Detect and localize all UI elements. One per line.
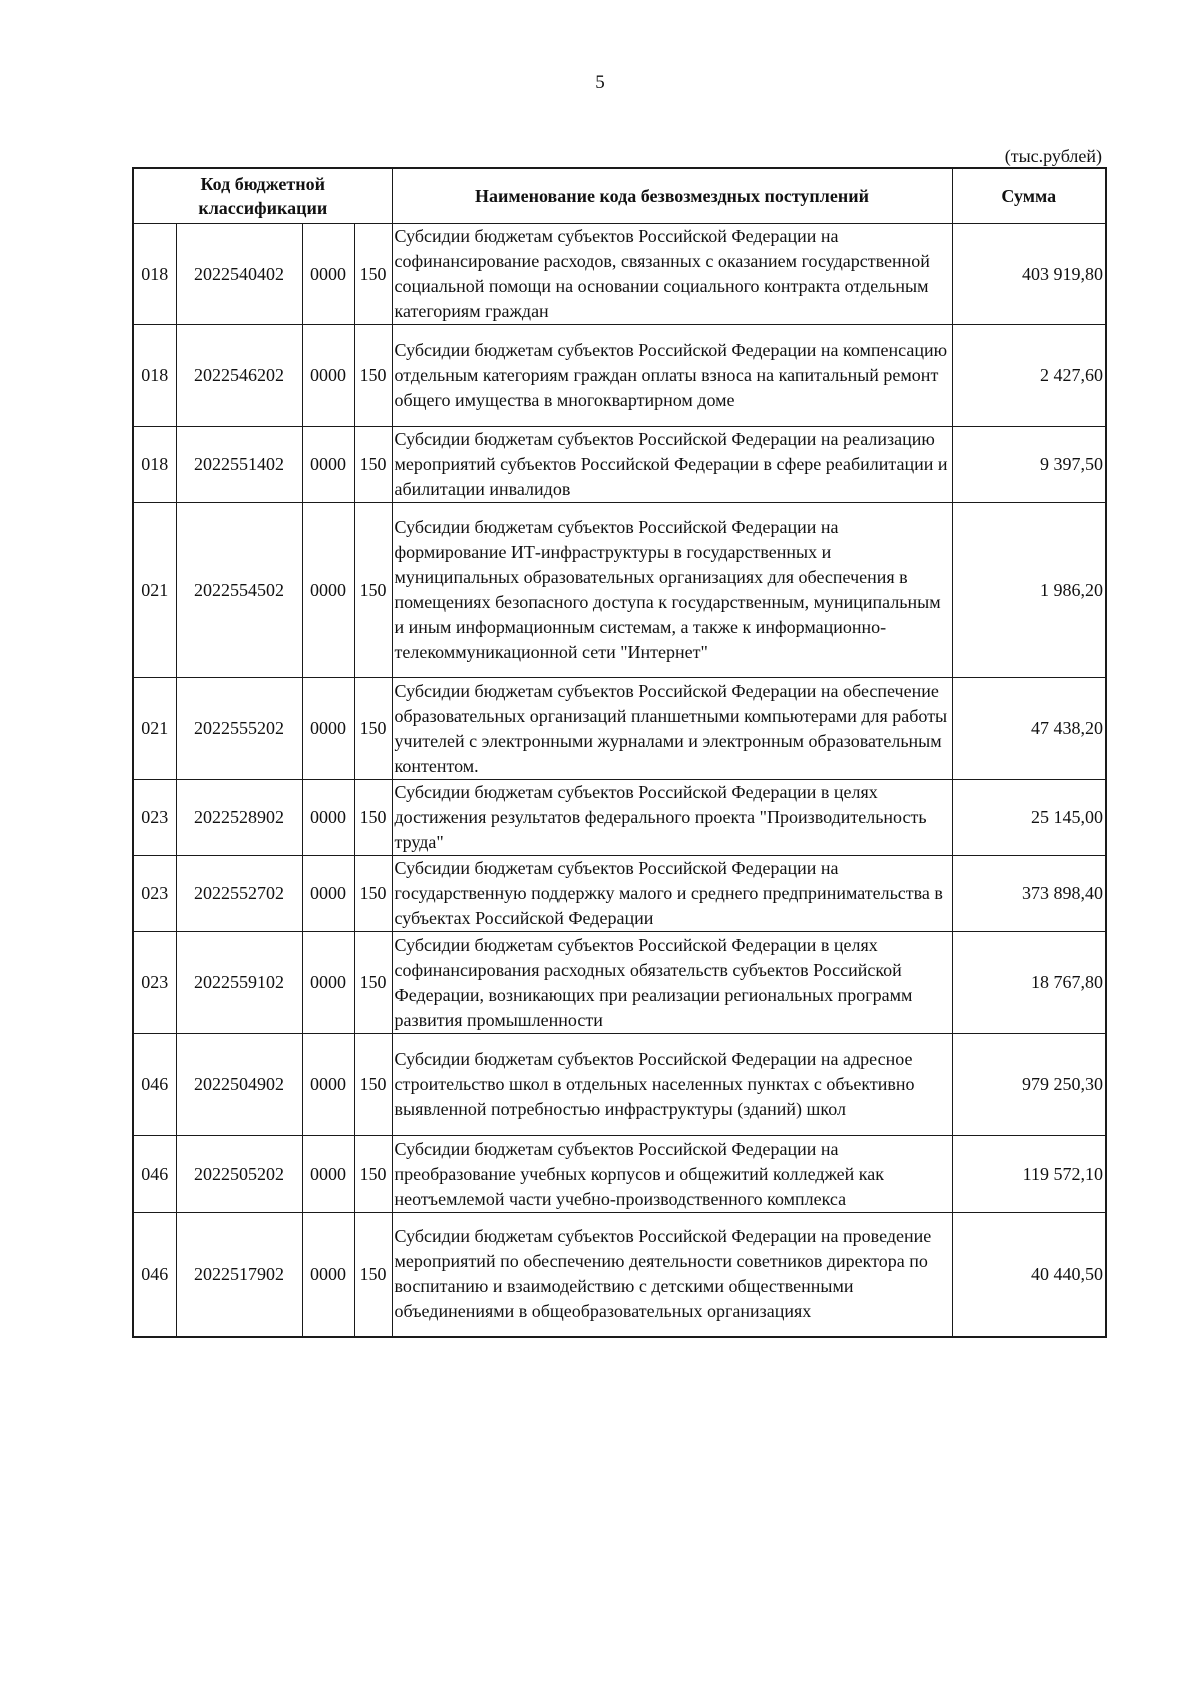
table-row bbox=[133, 932, 1106, 1034]
cell-subtype-code: 0000 bbox=[302, 932, 354, 1034]
cell-subtype-code: 0000 bbox=[302, 856, 354, 932]
cell-subtype-code: 0000 bbox=[302, 1213, 354, 1337]
table-row bbox=[133, 224, 1106, 325]
table-row bbox=[133, 856, 1106, 932]
cell-admin-code: 018 bbox=[133, 427, 176, 503]
cell-sum: 18 767,80 bbox=[952, 932, 1106, 1034]
cell-name: Субсидии бюджетам субъектов Российской Федерации на формирование ИТ-инфраструктуры в государственных и муниципальных образовательных организациях для обеспечения в помещениях безопасного доступа к государственным, муниципальным и иным информационным системам, а также к информационно-телекоммуникационной сети "Интернет" bbox=[392, 503, 952, 678]
cell-sum: 2 427,60 bbox=[952, 325, 1106, 427]
cell-sum: 40 440,50 bbox=[952, 1213, 1106, 1337]
cell-admin-code: 018 bbox=[133, 224, 176, 325]
cell-econ-code: 150 bbox=[354, 780, 392, 856]
cell-subtype-code: 0000 bbox=[302, 503, 354, 678]
cell-econ-code: 150 bbox=[354, 1136, 392, 1213]
cell-econ-code: 150 bbox=[354, 678, 392, 780]
cell-budget-code: 2022528902 bbox=[176, 780, 302, 856]
cell-econ-code: 150 bbox=[354, 427, 392, 503]
cell-budget-code: 2022546202 bbox=[176, 325, 302, 427]
cell-subtype-code: 0000 bbox=[302, 780, 354, 856]
cell-econ-code: 150 bbox=[354, 503, 392, 678]
budget-table bbox=[132, 167, 1107, 1338]
cell-name: Субсидии бюджетам субъектов Российской Федерации на проведение мероприятий по обеспечению деятельности советников директора по воспитанию и взаимодействию с детскими общественными объединениями в общеобразовательных организациях bbox=[392, 1213, 952, 1337]
cell-subtype-code: 0000 bbox=[302, 224, 354, 325]
cell-sum: 9 397,50 bbox=[952, 427, 1106, 503]
cell-budget-code: 2022555202 bbox=[176, 678, 302, 780]
cell-name: Субсидии бюджетам субъектов Российской Федерации на реализацию мероприятий субъектов Российской Федерации в сфере реабилитации и абилитации инвалидов bbox=[392, 427, 952, 503]
cell-admin-code: 046 bbox=[133, 1213, 176, 1337]
cell-admin-code: 023 bbox=[133, 856, 176, 932]
cell-name: Субсидии бюджетам субъектов Российской Федерации в целях достижения результатов федерального проекта "Производительность труда" bbox=[392, 780, 952, 856]
cell-name: Субсидии бюджетам субъектов Российской Федерации на преобразование учебных корпусов и общежитий колледжей как неотъемлемой части учебно-производственного комплекса bbox=[392, 1136, 952, 1213]
header-code: Код бюджетной классификации bbox=[133, 168, 392, 224]
cell-admin-code: 018 bbox=[133, 325, 176, 427]
cell-econ-code: 150 bbox=[354, 1034, 392, 1136]
cell-subtype-code: 0000 bbox=[302, 1136, 354, 1213]
cell-subtype-code: 0000 bbox=[302, 1034, 354, 1136]
cell-name: Субсидии бюджетам субъектов Российской Федерации на адресное строительство школ в отдельных населенных пунктах с объективно выявленной потребностью инфраструктуры (зданий) школ bbox=[392, 1034, 952, 1136]
cell-budget-code: 2022554502 bbox=[176, 503, 302, 678]
cell-budget-code: 2022552702 bbox=[176, 856, 302, 932]
cell-subtype-code: 0000 bbox=[302, 427, 354, 503]
cell-name: Субсидии бюджетам субъектов Российской Федерации на государственную поддержку малого и среднего предпринимательства в субъектах Российской Федерации bbox=[392, 856, 952, 932]
table-row bbox=[133, 780, 1106, 856]
cell-sum: 119 572,10 bbox=[952, 1136, 1106, 1213]
page-number: 5 bbox=[595, 72, 605, 93]
cell-subtype-code: 0000 bbox=[302, 678, 354, 780]
units-label: (тыс.рублей) bbox=[1004, 146, 1102, 166]
cell-sum: 25 145,00 bbox=[952, 780, 1106, 856]
header-name: Наименование кода безвозмездных поступлений bbox=[392, 168, 952, 224]
table-row bbox=[133, 678, 1106, 780]
cell-econ-code: 150 bbox=[354, 325, 392, 427]
cell-budget-code: 2022505202 bbox=[176, 1136, 302, 1213]
cell-budget-code: 2022540402 bbox=[176, 224, 302, 325]
cell-admin-code: 046 bbox=[133, 1034, 176, 1136]
table-header-row bbox=[133, 168, 1106, 224]
cell-econ-code: 150 bbox=[354, 856, 392, 932]
cell-name: Субсидии бюджетам субъектов Российской Федерации на софинансирование расходов, связанных с оказанием государственной социальной помощи на основании социального контракта отдельным категориям граждан bbox=[392, 224, 952, 325]
table-row bbox=[133, 1213, 1106, 1337]
cell-sum: 47 438,20 bbox=[952, 678, 1106, 780]
cell-econ-code: 150 bbox=[354, 224, 392, 325]
cell-admin-code: 023 bbox=[133, 780, 176, 856]
cell-name: Субсидии бюджетам субъектов Российской Федерации в целях софинансирования расходных обязательств субъектов Российской Федерации, возникающих при реализации региональных программ развития промышленности bbox=[392, 932, 952, 1034]
cell-sum: 1 986,20 bbox=[952, 503, 1106, 678]
cell-sum: 403 919,80 bbox=[952, 224, 1106, 325]
table-row bbox=[133, 1034, 1106, 1136]
cell-econ-code: 150 bbox=[354, 1213, 392, 1337]
table-row bbox=[133, 325, 1106, 427]
cell-budget-code: 2022559102 bbox=[176, 932, 302, 1034]
cell-budget-code: 2022551402 bbox=[176, 427, 302, 503]
cell-admin-code: 046 bbox=[133, 1136, 176, 1213]
table-body bbox=[133, 224, 1106, 1337]
cell-budget-code: 2022504902 bbox=[176, 1034, 302, 1136]
table-row bbox=[133, 427, 1106, 503]
cell-admin-code: 023 bbox=[133, 932, 176, 1034]
cell-admin-code: 021 bbox=[133, 678, 176, 780]
cell-name: Субсидии бюджетам субъектов Российской Федерации на обеспечение образовательных организаций планшетными компьютерами для работы учителей с электронными журналами и электронным образовательным контентом. bbox=[392, 678, 952, 780]
cell-econ-code: 150 bbox=[354, 932, 392, 1034]
cell-admin-code: 021 bbox=[133, 503, 176, 678]
cell-name: Субсидии бюджетам субъектов Российской Федерации на компенсацию отдельным категориям граждан оплаты взноса на капитальный ремонт общего имущества в многоквартирном доме bbox=[392, 325, 952, 427]
cell-subtype-code: 0000 bbox=[302, 325, 354, 427]
cell-sum: 373 898,40 bbox=[952, 856, 1106, 932]
cell-sum: 979 250,30 bbox=[952, 1034, 1106, 1136]
table-row bbox=[133, 1136, 1106, 1213]
header-sum: Сумма bbox=[952, 168, 1106, 224]
cell-budget-code: 2022517902 bbox=[176, 1213, 302, 1337]
table-row bbox=[133, 503, 1106, 678]
